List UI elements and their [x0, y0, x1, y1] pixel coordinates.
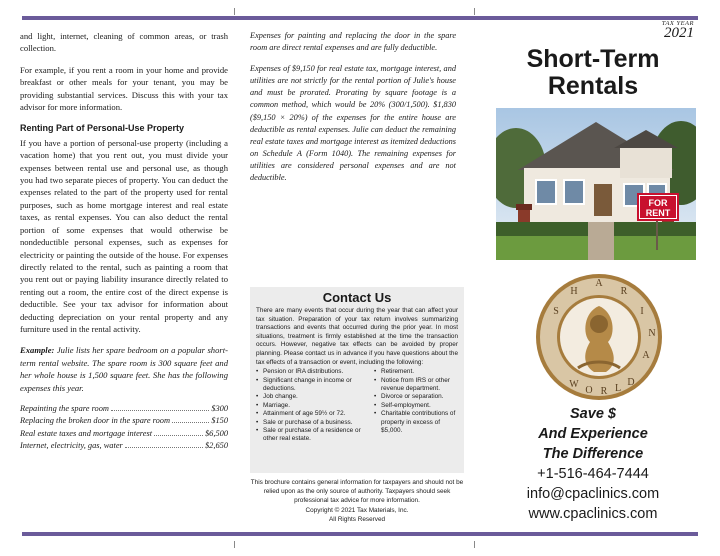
svg-text:R: R — [620, 286, 628, 297]
list-item: • Self-employment. — [374, 402, 458, 410]
house-for-rent-photo — [496, 108, 696, 260]
list-item: • Charitable contributions of property in excess of $5,000. — [374, 410, 458, 435]
cover-panel — [486, 20, 700, 522]
sign-text: RENT — [645, 208, 671, 218]
svg-text:O: O — [585, 385, 593, 396]
cover-title-line: Rentals — [547, 72, 639, 100]
list-item: • Sale or purchase of a business. — [256, 419, 374, 427]
list-item: • Sale or purchase of a residence or other real estate. — [256, 427, 374, 444]
expense-amount: $2,650 — [204, 441, 228, 451]
copyright-line: Copyright © 2021 Tax Materials, Inc. — [305, 507, 409, 514]
event-list-right — [374, 368, 458, 444]
list-item: • Divorce or separation. — [374, 393, 458, 401]
expense-label: Real estate taxes and mortgage interest — [20, 428, 153, 438]
paragraph: Expenses of $9,150 for real estate tax, mortgage interest, and utilities are not strictly for the rental portion of Julie's house and must be prorated. Prorating by square footage is a common method, which would be 20% (300/1,500). $1,830 ($9,150 × 20%) of the expenses for the entire house are deductible as rental expenses. Julie can deduct the remaining real estate taxes and mortgage interest as itemized deductions on Schedule A (Form 1040). The remaining expenses for utilities are considered personal expenses and are not deductible. — [250, 64, 456, 183]
list-item: • Job change. — [256, 393, 374, 401]
svg-text:H: H — [570, 286, 578, 297]
expense-row — [20, 440, 228, 452]
tax-year-label: TAX YEAR — [661, 20, 694, 27]
promo-line: The Difference — [542, 446, 644, 462]
fold-mark — [474, 541, 475, 548]
paragraph: Expenses for painting and replacing the door in the spare room are direct rental expenses and are fully deductible. — [250, 31, 456, 53]
list-item: • Notice from IRS or other revenue department. — [374, 377, 458, 394]
fold-mark — [474, 8, 475, 15]
example-paragraph — [20, 344, 228, 394]
cover-title — [486, 46, 700, 100]
promo-line: And Experience — [538, 426, 648, 442]
svg-text:L: L — [614, 383, 622, 394]
contact-us-box — [250, 287, 464, 473]
svg-text:A: A — [642, 350, 650, 361]
contact-intro: There are many events that occur during the year that can affect your tax situation. Preparation of your tax return involves summarizing transactions and events that occurred during the prior year. In most situations, treatment is firmly established at the time the transaction occurs. However, negative tax effects can be avoided by proper planning. Please contact us in advance if you have questions about the tax effects of a transaction or event, including the following: — [256, 307, 458, 366]
expense-label: Replacing the broken door in the spare room — [20, 416, 171, 426]
promo-line: Save $ — [570, 406, 616, 422]
contact-title: Contact Us — [322, 290, 392, 305]
sign-text: FOR — [648, 198, 668, 208]
expense-label: Internet, electricity, gas, water — [20, 441, 123, 451]
svg-text:A: A — [595, 278, 603, 289]
list-item: • Retirement. — [374, 368, 458, 376]
leader-dots — [172, 422, 209, 423]
svg-text:D: D — [627, 377, 635, 388]
middle-panel — [250, 30, 456, 193]
expense-label: Repainting the spare room — [20, 403, 109, 413]
event-lists — [250, 368, 464, 444]
leader-dots — [125, 447, 203, 448]
list-item: • Marriage. — [256, 402, 374, 410]
list-item: • Pension or IRA distributions. — [256, 368, 374, 376]
fold-mark — [234, 541, 235, 548]
copyright-line: All Rights Reserved — [328, 516, 386, 523]
left-panel — [20, 30, 228, 453]
svg-text:S: S — [553, 306, 559, 317]
phone-number[interactable]: +1-516-464-7444 — [537, 466, 649, 482]
expense-amount: $6,500 — [204, 428, 228, 438]
leader-dots — [154, 435, 203, 436]
copyright — [250, 506, 464, 524]
svg-text:W: W — [569, 379, 579, 390]
expense-row — [20, 428, 228, 440]
svg-text:R: R — [600, 386, 608, 397]
paragraph: If you have a portion of personal-use property (including a vacation home) that you rent out, you must divide your expenses between rental use and personal use, as though you had two separate pieces of property. You can deduct the expenses related to the part of the property used for rental purposes, such as home mortgage interest and real estate taxes, as rental expenses. You can also deduct the rental portion of some expenses that would otherwise be nondeductible personal expenses, such as expenses for electricity or painting the outside of the house. For expenses directly related to the rental, such as painting a room that you rent out or paying liability insurance directly related to renting out a room, the entire cost of the direct expense is deductible. See your tax advisor for information about deducting depreciation on your rental property and any furniture used in the rental activity. — [20, 137, 228, 334]
expense-row — [20, 415, 228, 427]
paragraph: For example, if you rent a room in your home and provide breakfast or other meals for your tenant, you may be providing substantial services. Discuss this with your tax advisor for more information. — [20, 64, 228, 113]
expense-row — [20, 403, 228, 415]
example-text: Julie lists her spare bedroom on a popular short-term rental website. The spare room is 300 square feet and her whole house is 1,500 square feet. She has the following expenses this year. — [20, 345, 228, 393]
expense-amount: $300 — [211, 403, 228, 413]
list-item: • Attainment of age 59½ or 72. — [256, 410, 374, 418]
svg-text:I: I — [640, 306, 644, 317]
section-heading: Renting Part of Personal-Use Property — [20, 123, 185, 134]
bottom-accent-bar — [22, 532, 698, 536]
website-link[interactable]: www.cpaclinics.com — [528, 506, 658, 522]
tax-year: 2021 — [664, 25, 694, 41]
email-link[interactable]: info@cpaclinics.com — [526, 486, 660, 502]
disclaimer: This brochure contains general information for taxpayers and should not be relied upon as the only source of authority. Taxpayers should seek professional tax advice for more information. — [250, 479, 464, 504]
sharina-world-logo — [534, 272, 664, 402]
expense-list — [20, 403, 228, 453]
list-item: • Significant change in income or deductions. — [256, 377, 374, 394]
expense-amount: $150 — [211, 416, 228, 426]
paragraph: and light, internet, cleaning of common areas, or trash collection. — [20, 31, 228, 54]
leader-dots — [111, 410, 209, 411]
cover-title-line: Short-Term — [526, 45, 660, 73]
example-label: Example: — [20, 345, 55, 356]
fold-mark — [234, 8, 235, 15]
event-list-left — [256, 368, 374, 444]
svg-text:N: N — [648, 328, 656, 339]
